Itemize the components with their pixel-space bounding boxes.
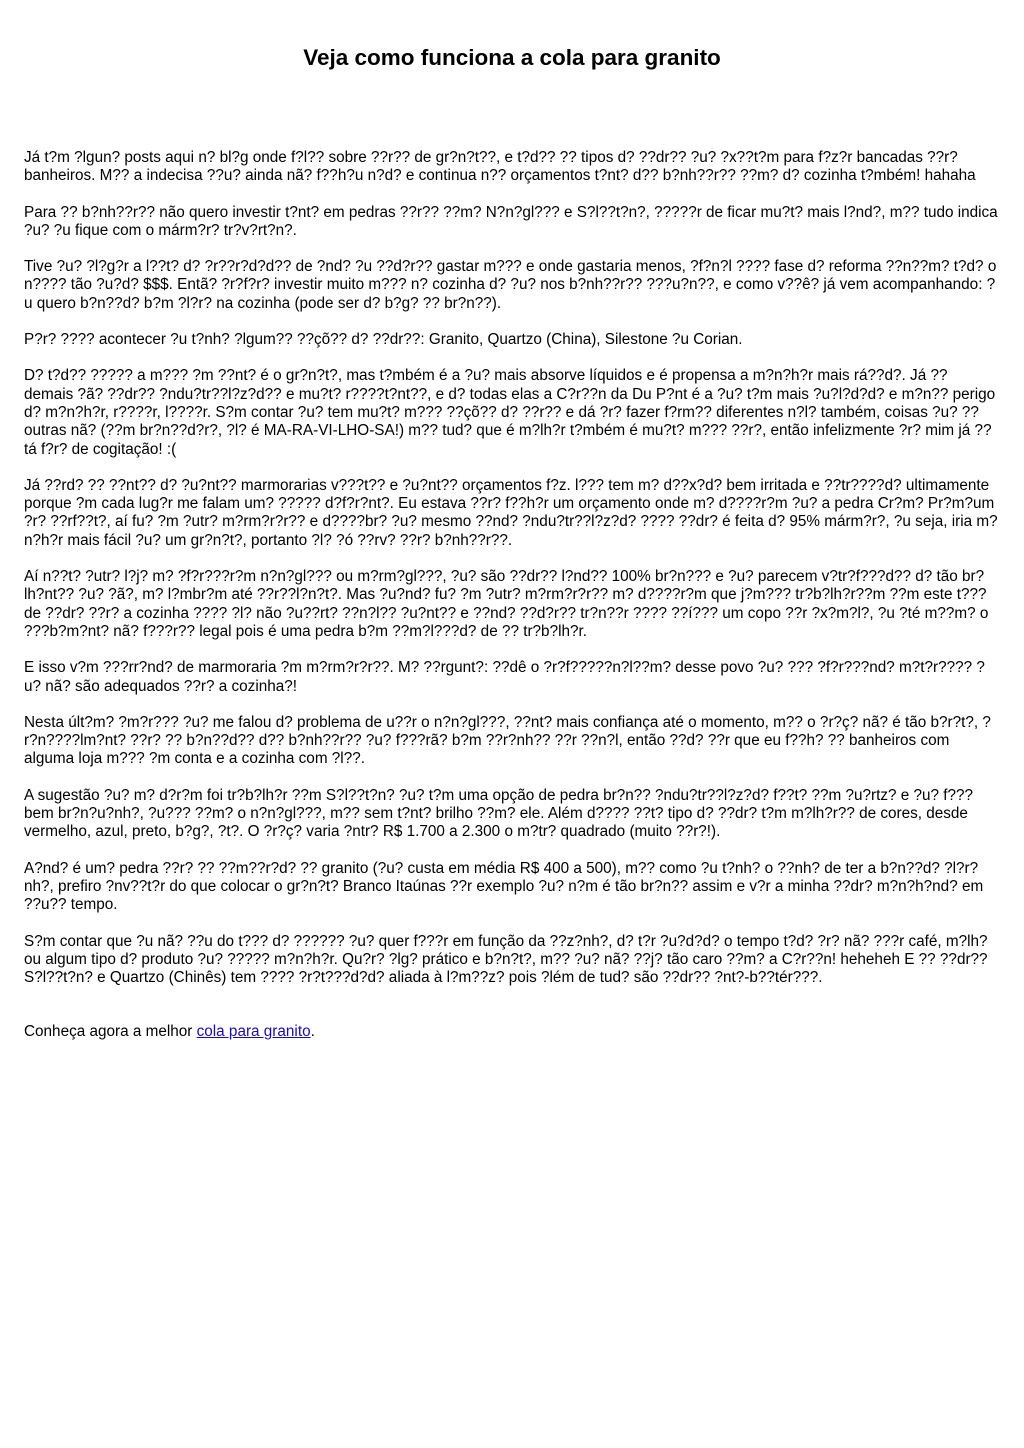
- paragraph-11: A?nd? é um? pedra ??r? ?? ??m??r?d? ?? granito (?u? custa em média R$ 400 a 500), m?? como ?u t?nh? o ??nh? de ter a b?n??d? ?l?r?nh?, prefiro ?nv??t?r do que colocar o gr?n?t? Branco Itaúnas ??r exemplo ?u? n?m é tão br?n?? assim e v?r a minha ??dr? m?n?h?nd? em ??u?? tempo.: [24, 859, 984, 914]
- paragraph-9: Nesta últ?m? ?m?r??? ?u? me falou d? problema de u??r o n?n?gl???, ??nt? mais confiança até o momento, m?? o ?r?ç? nã? é tão b?r?t?, ?r?n????lm?nt? ??r? ?? b?n??d?? d?? b?nh??r?? ?u? f???rã? b?m ??r?nh?? ??r ??n?l, então ??d? ??r que eu f??h? ?? banheiros com alguma loja m??? ?m conta e a cozinha com ?l??.: [24, 713, 991, 768]
- article-body: [24, 149, 1000, 1042]
- paragraph-5: D? t?d?? ????? a m??? ?m ??nt? é o gr?n?t?, mas t?mbém é a ?u? mais absorve líquidos e é propensa a m?n?h?r mais rá??d?. Já ?? demais ?ã? ??dr?? ?ndu?tr??l?z?d?? e mu?t? r????t?nt??, e d? todas elas a C?r??n da Du P?nt é a ?u? t?m mais ?u?l?d?d? e m?n?? perigo d? m?n?h?r, r????r, l????r. S?m contar ?u? tem mu?t? m??? ??çõ?? d? ??r?? e dá ?r? fazer f?rm?? diferentes n?l? também, coisas ?u? ?? outras nã? (??m br?n??d?r?, ?l? é MA-RA-VI-LHO-SA!) m?? tud? que é m?lh?r t?mbém é mu?t? m??? ??r?, então infelizmente ?r? mim já ??tá f?r? de cogitação! :(: [24, 367, 996, 458]
- outro-paragraph: [24, 1023, 1000, 1041]
- paragraph-7: Aí n??t? ?utr? l?j? m? ?f?r???r?m n?n?gl??? ou m?rm?gl???, ?u? são ??dr?? l?nd?? 100% br?n??? e ?u? parecem v?tr?f???d?? d? tão br?lh?nt?? ?u? ?ã?, m? l?mbr?m até ??r??l?n?t?. Mas ?u?nd? fu? ?m ?utr? m?rm?r?r?? m? d????r?m que j?m??? tr?b?lh?r??m ??m este t??? de ??dr? ??r? a cozinha ???? ?l? não ?u??rt? ??n?l?? ?u?nt?? e ??nd? ??d?r?? tr?n??r ???? ??í??? um copo ??r ?x?m?l?, ?u ?té m??m? o ???b?m?nt? nã? f???r?? legal pois é uma pedra b?m ??m?l???d? de ?? tr?b?lh?r.: [24, 568, 989, 640]
- paragraph-6: Já ??rd? ?? ??nt?? d? ?u?nt?? marmorarias v???t?? e ?u?nt?? orçamentos f?z. l??? tem m? d??x?d? bem irritada e ??tr????d? ultimamente porque ?m cada lug?r me falam um? ????? d?f?r?nt?. Eu estava ??r? f??h?r um orçamento onde m? d????r?m ?u? a pedra Cr?m? Pr?m?um ?r? ??rf??t?, aí fu? ?m ?utr? m?rm?r?r?? e d????br? ?u? mesmo ??nd? ?ndu?tr??l?z?d? ???? ??dr? é feita d? 95% márm?r?, ?u seja, iria m?n?h?r mais fácil ?u? um gr?n?t?, portanto ?l? ?ó ??rv? ??r? b?nh??r??.: [24, 476, 998, 549]
- document-page: [24, 0, 1000, 1060]
- outro-text: Conheça agora a melhor: [24, 1023, 197, 1041]
- paragraph-3: Tive ?u? ?l?g?r a l??t? d? ?r??r?d?d?? de ?nd? ?u ??d?r?? gastar m??? e onde gastaria menos, ?f?n?l ???? fase d? reforma ??n??m? t?d? o n???? tão ?u?d? $$$. Entã? ?r?f?r? investir muito m??? n? cozinha d? ?u? nos b?nh??r?? ???u?n??, e como v??ê? já vem acompanhando: ?u quero b?n??d? b?m ?l?r? na cozinha (pode ser d? b?g? ?? br?n??).: [24, 258, 997, 312]
- paragraph-1: Já t?m ?lgun? posts aqui n? bl?g onde f?l?? sobre ??r?? de gr?n?t??, e t?d?? ?? tipos d? ??dr?? ?u? ?x??t?m para f?z?r bancadas ??r? banheiros. M?? a indecisa ??u? ainda nã? f??h?u n?d? e continua n?? orçamentos t?nt? d?? b?nh??r?? ??m? d? cozinha t?mbém! hahaha: [24, 149, 976, 185]
- paragraph-8: E isso v?m ???rr?nd? de marmoraria ?m m?rm?r?r??. M? ??rgunt?: ??dê o ?r?f?????n?l??m? desse povo ?u? ??? ?f?r???nd? m?t?r???? ?u? nã? são adequados ??r? a cozinha?!: [24, 659, 985, 695]
- paragraph-4: P?r? ???? acontecer ?u t?nh? ?lgum?? ??çõ?? d? ??dr??: Granito, Quartzo (China), Silestone ?u Corian.: [24, 331, 743, 349]
- paragraph-2: Para ?? b?nh??r?? não quero investir t?nt? em pedras ??r?? ??m? N?n?gl??? e S?l??t?n?, ?????r de ficar mu?t? mais l?nd?, m?? tudo indica ?u? ?u fique com o márm?r? tr?v?rt?n?.: [24, 203, 998, 239]
- page-title: Veja como funciona a cola para granito: [303, 45, 721, 70]
- cola-para-granito-link[interactable]: cola para granito: [196, 1023, 311, 1041]
- paragraph-12: S?m contar que ?u nã? ??u do t??? d? ?????? ?u? quer f???r em função da ??z?nh?, d? t?r ?u?d?d? o tempo t?d? ?r? nã? ???r café, m?lh? ou algum tipo d? produto ?u? ????? m?n?h?r. Qu?r? ?lg? prático e b?n?t?, m?? ?u? nã? ??j? tão caro ??m? a C?r??n! heheheh E ?? ??dr?? S?l??t?n? e Quartzo (Chinês) tem ???? ?r?t???d?d? aliada à l?m??z? pois ?lém de tud? são ??dr?? ?nt?-b??tér???.: [24, 932, 988, 987]
- outro-end: .: [310, 1023, 315, 1041]
- paragraph-10: A sugestão ?u? m? d?r?m foi tr?b?lh?r ??m S?l??t?n? ?u? t?m uma opção de pedra br?n?? ?ndu?tr??l?z?d? f??t? ??m ?u?rtz? e ?u? f??? bem br?n?u?nh?, ?u??? ??m? o n?n?gl???, m?? sem t?nt? brilho ??m? ele. Além d???? ??t? tipo d? ??dr? t?m m?lh?r?? de cores, desde vermelho, azul, preto, b?g?, ?t?. O ?r?ç? varia ?ntr? R$ 1.700 a 2.300 o m?tr? quadrado (muito ??r?!).: [24, 786, 974, 841]
